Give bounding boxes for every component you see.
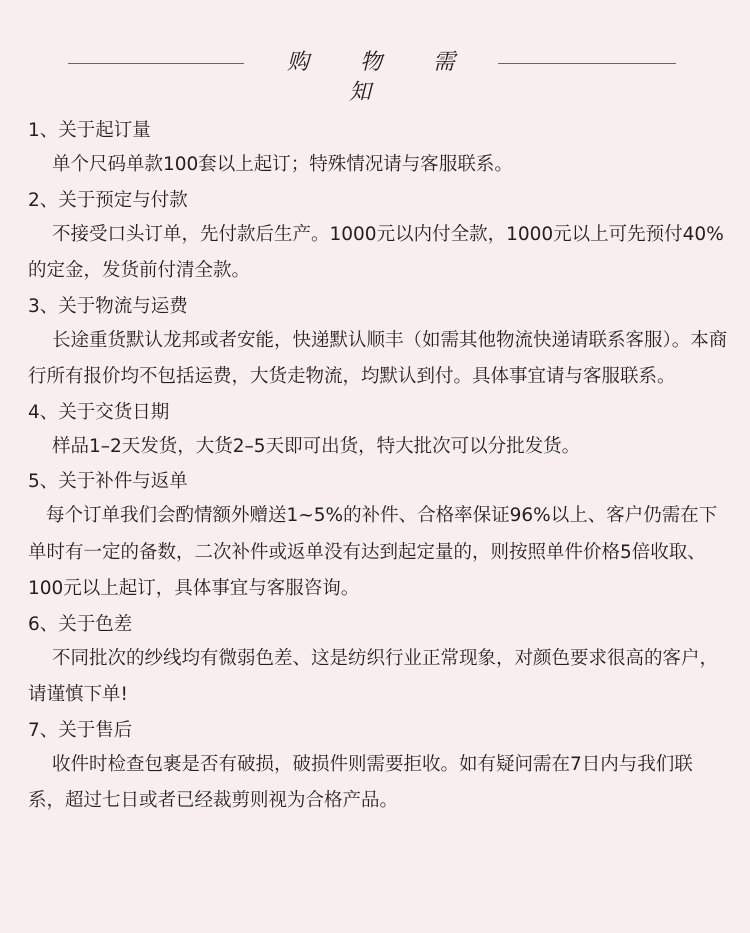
section-heading: 1、关于起订量 [28, 120, 151, 141]
section-body: 单个尺码单款100套以上起订；特殊情况请与客服联系。 [52, 154, 513, 175]
section-heading: 6、关于色差 [28, 613, 133, 635]
section-heading: 4、关于交货日期 [28, 401, 170, 423]
section-heading: 5、关于补件与返单 [28, 471, 188, 492]
section-heading: 2、关于预定与付款 [28, 189, 188, 211]
section-after-sales [28, 714, 728, 820]
section-color-difference [28, 608, 728, 714]
section-body: 不同批次的纱线均有微弱色差、这是纺织行业正常现象，对颜色要求很高的客户，请谨慎下单! [28, 647, 719, 705]
header-left-divider [68, 63, 244, 64]
section-delivery-date [28, 396, 728, 466]
section-body: 收件时检查包裹是否有破损，破损件则需要拒收。如有疑问需在7日内与我们联系，超过七日或者已经裁剪则视为合格产品。 [28, 753, 693, 811]
section-heading: 3、关于物流与运费 [28, 295, 188, 317]
section-logistics-freight [28, 290, 728, 396]
section-minimum-order [28, 114, 728, 184]
section-body: 样品1–2天发货，大货2–5天即可出货，特大批次可以分批发货。 [52, 435, 581, 457]
section-body: 长途重货默认龙邦或者安能，快递默认顺丰（如需其他物流快递请联系客服）。本商行所有报价均不包括运费，大货走物流，均默认到付。具体事宜请与客服联系。 [28, 329, 728, 387]
notice-sections [28, 114, 728, 820]
section-heading: 7、关于售后 [28, 719, 133, 741]
page-title: 购 物 需 知 [287, 50, 477, 105]
header-right-divider [498, 63, 676, 64]
section-body: 每个订单我们会酌情额外赠送1~5%的补件、合格率保证96%以上、客户仍需在下单时有一定的备数，二次补件或返单没有达到起定量的，则按照单件价格5倍收取、100元以上起订，具体事宜与客服咨询。 [28, 505, 718, 599]
section-booking-payment [28, 184, 728, 290]
notice-header [0, 40, 750, 105]
section-body: 不接受口头订单，先付款后生产。1000元以内付全款，1000元以上可先预付40%的定金，发货前付清全款。 [28, 223, 724, 281]
section-supplement-reorder [28, 465, 728, 608]
